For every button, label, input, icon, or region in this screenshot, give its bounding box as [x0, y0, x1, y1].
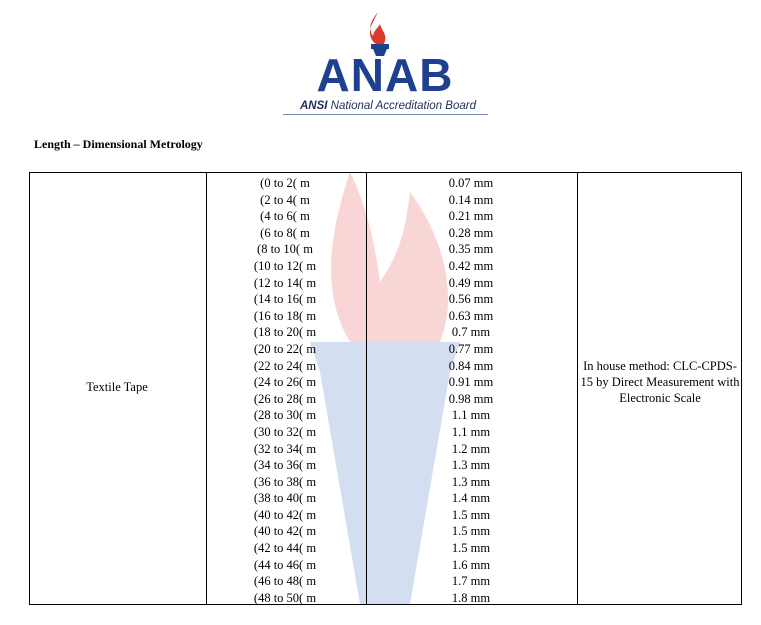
- uncertainty-cell: 0.49 mm: [448, 275, 494, 290]
- range-cell: (10 to 12( m: [253, 258, 317, 273]
- uncertainty-cell: 0.21 mm: [448, 209, 494, 224]
- range-cell: (32 to 34( m: [253, 441, 317, 456]
- uncertainty-cell: 0.42 mm: [448, 258, 494, 273]
- uncertainty-cell: 1.3 mm: [451, 474, 491, 489]
- uncertainty-cell: 0.77 mm: [448, 341, 494, 356]
- uncertainty-cell: 0.91 mm: [448, 375, 494, 390]
- uncertainty-column: [366, 175, 576, 606]
- range-cell: (42 to 44( m: [253, 541, 317, 556]
- range-cell: (6 to 8( m: [260, 225, 310, 240]
- logo-subtitle: ANSI National Accreditation Board: [299, 100, 476, 112]
- uncertainty-cell: 0.07 mm: [448, 176, 494, 190]
- measured-item: Textile Tape: [86, 380, 148, 394]
- range-cell: (24 to 26( m: [253, 375, 317, 390]
- uncertainty-cell: 1.6 mm: [451, 557, 491, 572]
- uncertainty-cell: 1.5 mm: [451, 507, 491, 522]
- uncertainty-cell: 1.4 mm: [451, 491, 491, 506]
- range-cell: (20 to 22( m: [253, 341, 317, 356]
- section-title: Length – Dimensional Metrology: [34, 137, 203, 151]
- range-cell: (30 to 32( m: [253, 424, 317, 439]
- uncertainty-cell: 1.3 mm: [451, 458, 491, 473]
- range-cell: (4 to 6( m: [260, 209, 310, 224]
- range-cell: (18 to 20( m: [253, 325, 317, 340]
- range-cell: (48 to 50( m: [253, 590, 317, 605]
- uncertainty-cell: 0.56 mm: [448, 292, 494, 307]
- uncertainty-cell: 1.1 mm: [451, 424, 491, 439]
- uncertainty-cell: 1.1 mm: [451, 408, 491, 423]
- range-cell: (34 to 36( m: [253, 458, 317, 473]
- uncertainty-cell: 1.7 mm: [451, 574, 491, 589]
- range-cell: (2 to 4( m: [260, 192, 310, 207]
- uncertainty-cell: 1.5 mm: [451, 541, 491, 556]
- uncertainty-cell: 0.7 mm: [451, 325, 491, 340]
- range-cell: (28 to 30( m: [253, 408, 317, 423]
- calibration-method: In house method: CLC-CPDS-15 by Direct Measurement with Electronic Scale: [580, 359, 740, 405]
- uncertainty-cell: 0.98 mm: [448, 391, 494, 406]
- uncertainty-cell: 0.84 mm: [448, 358, 494, 373]
- range-cell: (8 to 10( m: [257, 242, 313, 257]
- logo-wordmark: ANAB: [316, 49, 454, 101]
- range-cell: (38 to 40( m: [253, 491, 317, 506]
- range-cell: (40 to 42( m: [253, 507, 317, 522]
- range-cell: (0 to 2( m: [260, 176, 310, 190]
- range-cell: (12 to 14( m: [253, 275, 317, 290]
- range-column: [205, 175, 365, 606]
- uncertainty-cell: 0.28 mm: [448, 225, 494, 240]
- flame-icon: [370, 12, 385, 44]
- range-cell: (14 to 16( m: [253, 292, 317, 307]
- range-cell: (26 to 28( m: [253, 391, 317, 406]
- logo-divider: [283, 114, 488, 115]
- uncertainty-cell: 0.14 mm: [448, 192, 494, 207]
- range-cell: (44 to 46( m: [253, 557, 317, 572]
- uncertainty-cell: 1.8 mm: [451, 590, 491, 605]
- uncertainty-cell: 1.2 mm: [451, 441, 491, 456]
- range-cell: (16 to 18( m: [253, 308, 317, 323]
- range-cell: (40 to 42( m: [253, 524, 317, 539]
- range-cell: (36 to 38( m: [253, 474, 317, 489]
- range-cell: (46 to 48( m: [253, 574, 317, 589]
- uncertainty-cell: 1.5 mm: [451, 524, 491, 539]
- uncertainty-cell: 0.63 mm: [448, 308, 494, 323]
- range-cell: (22 to 24( m: [253, 358, 317, 373]
- uncertainty-cell: 0.35 mm: [448, 242, 494, 257]
